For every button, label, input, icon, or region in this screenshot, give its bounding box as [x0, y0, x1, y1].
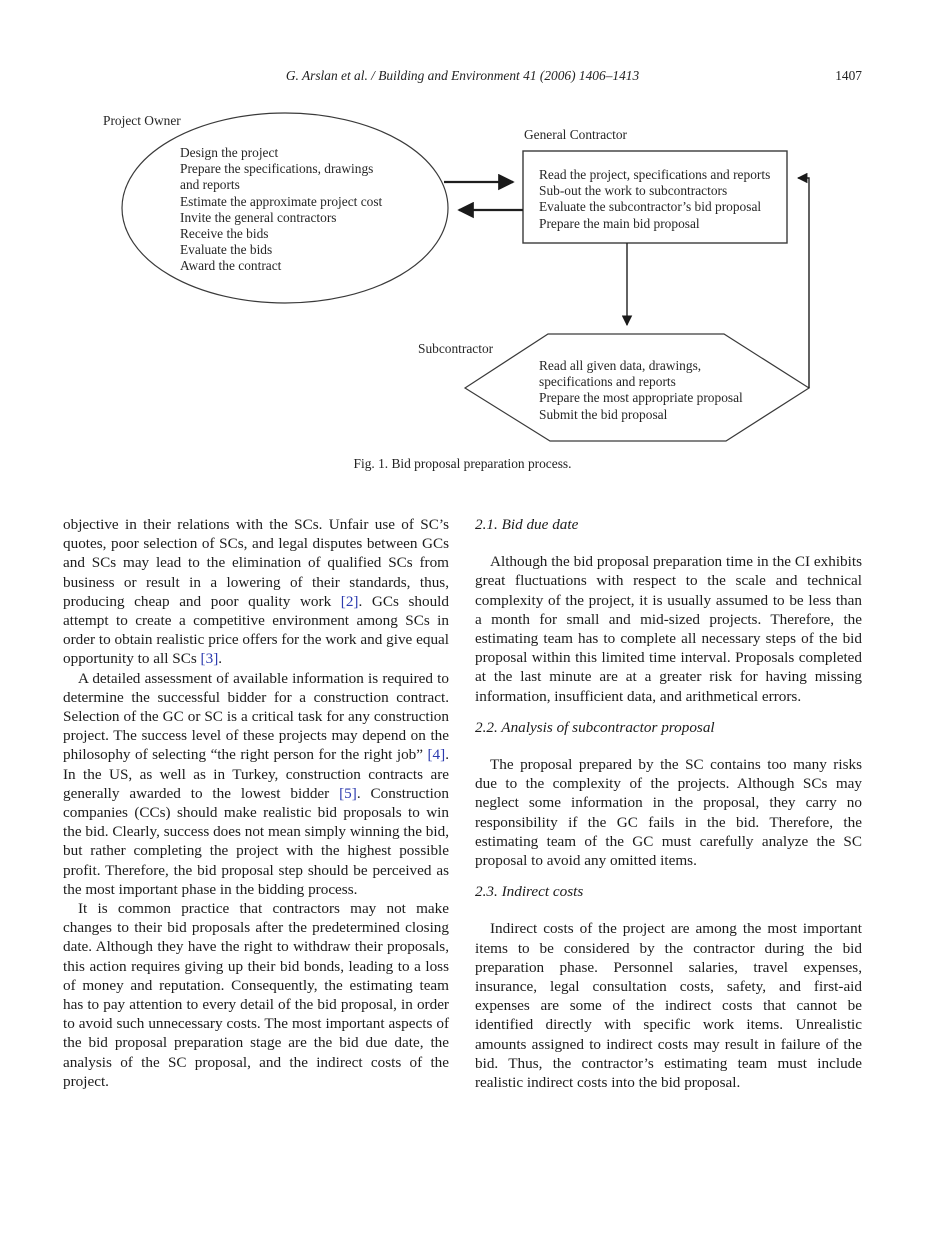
paragraph-text: . GCs should attempt to create a competitive environment among SCs in order to obtain realistic price offers for the work and give equal opportunity to all SCs	[63, 592, 449, 668]
task-line: Award the contract	[180, 258, 282, 274]
arrow-subcontractor-to-gc	[798, 178, 809, 388]
paragraph-text: .	[218, 650, 223, 668]
paragraph: The proposal prepared by the SC contains too many risks due to the complexity of the projects. Although SCs may neglect some information in the proposal, they carry no responsibility if the GC fails in the bid. Therefore, the estimating team of the GC must carefully analyze the SC proposal to avoid any omitted items.	[475, 756, 862, 870]
paragraph-text: A detailed assessment of available information is required to determine the successful bidder for a construction contract. Selection of the GC or SC is a critical task for any construction project. The success level of these projects may depend on the philosophy of selecting “the right person for the right job”	[63, 669, 449, 764]
diagram-canvas	[0, 105, 925, 487]
paragraph-text: objective in their relations with the SCs. Unfair use of SC’s quotes, poor selection of SCs, and legal disputes between GCs and SCs may lead to the elimination of qualified SCs from business or result in a lowering of their standards, thus, producing cheap and poor quality work	[63, 516, 449, 610]
figure-caption: Fig. 1. Bid proposal preparation process.	[353, 456, 572, 471]
paragraph: It is common practice that contractors may not make changes to their bid proposals after the predetermined closing date. Although they have the right to withdraw their proposals, this action requires giving up their bid bonds, leading to a loss of money and reputation. Consequently, the estimating team has to pay attention to every detail of the bid proposal, in order to avoid such unnecessary costs. The most important aspects of the bid proposal preparation stage are the bid due date, the analysis of the SC proposal, and the indirect costs of the project.	[63, 900, 449, 1090]
task-line: Receive the bids	[180, 226, 269, 242]
task-line: Evaluate the bids	[180, 242, 273, 258]
section-heading-2-2: 2.2. Analysis of subcontractor proposal	[475, 718, 715, 736]
task-line: specifications and reports	[539, 374, 676, 390]
article-body	[0, 515, 925, 1215]
citation-link-2[interactable]: [2]	[340, 592, 359, 610]
paragraph-text: . In the US, as well as in Turkey, construction contracts are generally awarded to the lowest bidder	[63, 746, 449, 802]
task-line: Read all given data, drawings,	[539, 358, 702, 373]
subcontractor-label: Subcontractor	[418, 341, 494, 356]
section-heading-2-3: 2.3. Indirect costs	[475, 883, 584, 901]
project-owner-tasks	[180, 145, 382, 275]
task-line: Design the project	[180, 145, 279, 160]
general-contractor-label: General Contractor	[524, 127, 627, 142]
page-number: 1407	[835, 68, 862, 83]
task-line: Invite the general contractors	[180, 209, 337, 225]
task-line: Submit the bid proposal	[539, 406, 668, 422]
right-column	[475, 515, 862, 1092]
task-line: Evaluate the subcontractor’s bid proposal	[539, 199, 762, 215]
paragraph	[63, 669, 449, 899]
paragraph: Although the bid proposal preparation time in the CI exhibits great fluctuations with respect to the scale and technical complexity of the project, it is usually assumed to be less than a month for small and mid-sized projects. Therefore, the estimating team has to complete all necessary steps of the bid proposal within this limited time interval. Proposals completed at the last minute are at a greater risk for having missing information, insufficient data, and arithmetical errors.	[475, 553, 862, 705]
running-head: G. Arslan et al. / Building and Environment 41 (2006) 1406–1413	[285, 68, 640, 83]
project-owner-label: Project Owner	[103, 113, 181, 128]
task-line: Prepare the main bid proposal	[539, 215, 700, 231]
paragraph: Indirect costs of the project are among the most important items to be considered by the contractor during the bid preparation phase. Personnel salaries, travel expenses, insurance, legal consultation costs, safety, and first-aid expenses are some of the indirect costs that cannot be identified directly with specific work items. Unrealistic amounts assigned to indirect costs may result in failure of the bid. Thus, the contractor’s estimating team must include realistic indirect costs into the bid proposal.	[475, 920, 862, 1092]
citation-link-4[interactable]: [4]	[427, 746, 446, 764]
section-heading-2-1: 2.1. Bid due date	[475, 516, 579, 533]
task-line: Read the project, specifications and reports	[539, 167, 771, 182]
task-line: Estimate the approximate project cost	[180, 193, 383, 209]
paragraph	[63, 515, 449, 669]
task-line: and reports	[180, 177, 240, 193]
subcontractor-tasks	[539, 358, 743, 423]
paragraph-text: . Construction companies (CCs) should make realistic bid proposals to win the bid. Clearly, success does not mean simply winning the bid, but rather completing the project with the highest possible profit. Therefore, the bid proposal step should be perceived as the most important phase in the bidding process.	[63, 784, 449, 898]
citation-link-3[interactable]: [3]	[200, 650, 219, 668]
task-line: Prepare the specifications, drawings	[180, 161, 374, 177]
left-column	[63, 515, 449, 1091]
task-line: Sub-out the work to subcontractors	[539, 183, 728, 199]
citation-link-5[interactable]: [5]	[339, 784, 357, 802]
general-contractor-tasks	[539, 167, 770, 232]
task-line: Prepare the most appropriate proposal	[539, 390, 743, 406]
figure-1-diagram	[0, 105, 925, 487]
